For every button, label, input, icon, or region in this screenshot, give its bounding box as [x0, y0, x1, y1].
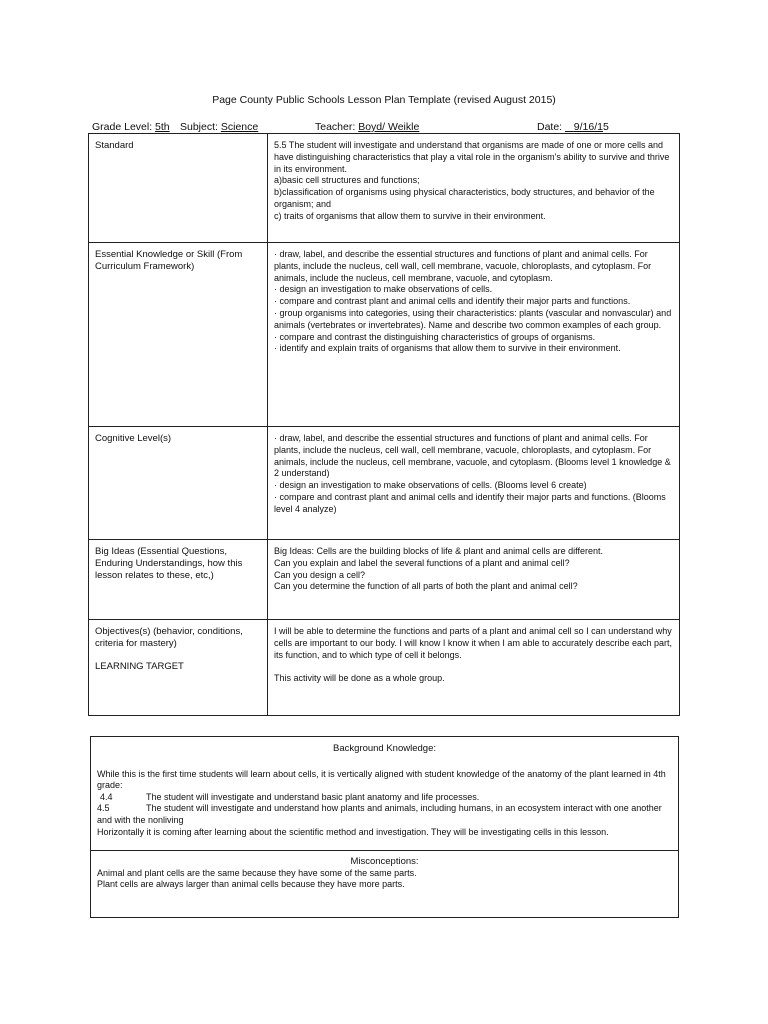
teacher-label: Teacher: — [315, 121, 356, 133]
essential-knowledge-content — [268, 243, 680, 427]
grade-value: 5th — [155, 121, 170, 133]
bullet-line: · compare and contrast plant and animal cells and identify their major parts and functions. (Blooms level 4 analyze) — [274, 491, 666, 514]
standard-number: 4.5 — [97, 803, 110, 814]
row-big-ideas — [89, 540, 680, 620]
background-section — [91, 737, 678, 850]
big-idea-line: Can you design a cell? — [274, 569, 366, 580]
standard-line: a)basic cell structures and functions; — [274, 175, 420, 186]
cognitive-level-label: Cognitive Level(s) — [89, 427, 268, 540]
big-idea-line: Can you determine the function of all parts of both the plant and animal cell? — [274, 581, 578, 592]
grade-field — [92, 121, 170, 133]
objective-note: This activity will be done as a whole group. — [274, 673, 445, 684]
row-cognitive-level — [89, 427, 680, 540]
standard-label: Standard — [89, 134, 268, 243]
background-intro: While this is the first time students will learn about cells, it is vertically aligned with student knowledge of the anatomy of the plant learned in 4th grade: — [97, 768, 666, 791]
row-objectives — [89, 620, 680, 716]
objectives-label-cell — [89, 620, 268, 716]
bullet-line: · compare and contrast the distinguishing characteristics of groups of organisms. — [274, 331, 596, 342]
objectives-label: Objectives(s) (behavior, conditions, criteria for mastery) — [95, 626, 243, 649]
objective-line: I will be able to determine the functions and parts of a plant and animal cell so I can understand why cells are important to our body. I will know I know it when I am able to accurately describe each part, its function, and to which type of cell it belongs. — [274, 626, 673, 660]
background-heading: Background Knowledge: — [333, 743, 436, 754]
big-ideas-content — [268, 540, 680, 620]
subject-field — [180, 121, 258, 133]
cognitive-level-content — [268, 427, 680, 540]
misconceptions-heading: Misconceptions: — [350, 856, 419, 867]
big-idea-line: Can you explain and label the several functions of a plant and animal cell? — [274, 557, 570, 568]
bullet-line: · compare and contrast plant and animal cells and identify their major parts and functions. — [274, 296, 631, 307]
standard-line: 5.5 The student will investigate and understand that organisms are made of one or more cells and have distinguishing characteristics that play a vital role in the organism's ability to survive and thrive in its environment. — [274, 140, 670, 174]
teacher-field — [315, 121, 419, 133]
background-horizontal: Horizontally it is coming after learning about the scientific method and investigation. They will be investigating cells in this lesson. — [97, 826, 609, 837]
bullet-line: · design an investigation to make observations of cells. (Blooms level 6 create) — [274, 480, 587, 491]
objectives-content — [268, 620, 680, 716]
teacher-value: Boyd/ Weikle — [358, 121, 420, 133]
standard-line: b)classification of organisms using physical characteristics, body structures, and behavior of the organism; and — [274, 187, 655, 209]
misconception-item: Animal and plant cells are the same because they have some of the same parts. — [97, 867, 417, 878]
big-idea-line: Big Ideas: Cells are the building blocks of life & plant and animal cells are different. — [274, 546, 604, 556]
standard-text: The student will investigate and understand how plants and animals, including humans, in an ecosystem interact with one another and with the nonliving — [97, 803, 662, 825]
background-box — [90, 736, 679, 918]
background-standard — [97, 792, 672, 804]
date-label: Date: — [537, 121, 563, 133]
date-text: 9/16/15 — [573, 121, 609, 133]
bullet-line: · design an investigation to make observations of cells. — [274, 284, 493, 295]
grade-label: Grade Level: — [92, 121, 153, 133]
learning-target-label: LEARNING TARGET — [95, 661, 184, 672]
lesson-plan-table — [88, 133, 680, 716]
bullet-line: · identify and explain traits of organisms that allow them to survive in their environment. — [274, 343, 621, 354]
subject-label: Subject: — [180, 121, 218, 133]
big-ideas-label: Big Ideas (Essential Questions, Enduring Understandings, how this lesson relates to these, etc,) — [89, 540, 268, 620]
row-standard — [89, 134, 680, 243]
standard-number: 4.4 — [100, 791, 113, 802]
standard-line: c) traits of organisms that allow them to survive in their environment. — [274, 210, 546, 221]
bullet-line: · group organisms into categories, using their characteristics: plants (vascular and nonvascular) and animals (vertebrates or invertebrates). Name and describe two common examples of each group. — [274, 307, 672, 330]
essential-knowledge-label: Essential Knowledge or Skill (From Curriculum Framework) — [89, 243, 268, 427]
background-standard — [97, 803, 672, 826]
date-value — [565, 121, 609, 133]
standard-text: The student will investigate and understand basic plant anatomy and life processes. — [146, 791, 480, 802]
subject-value: Science — [220, 121, 259, 133]
date-field — [537, 121, 609, 133]
bullet-line: · draw, label, and describe the essential structures and functions of plant and animal cells. For plants, include the nucleus, cell wall, cell membrane, vacuole, chloroplasts, and cytoplasm. For animals, include the nucleus, cell membrane, vacuole, and cytoplasm. (Blooms level 1 knowledge & 2 understand) — [274, 433, 671, 479]
misconception-item: Plant cells are always larger than animal cells because they have more parts. — [97, 879, 405, 890]
page-title: Page County Public Schools Lesson Plan Template (revised August 2015) — [212, 94, 556, 106]
bullet-line: · draw, label, and describe the essential structures and functions of plant and animal cells. For plants, include the nucleus, cell wall, cell membrane, vacuole, chloroplasts, and cytoplasm. For animals, include the nucleus, cell membrane, vacuole, and cytoplasm. — [274, 249, 652, 283]
standard-content — [268, 134, 680, 243]
row-essential-knowledge — [89, 243, 680, 427]
misconceptions-section — [91, 851, 678, 891]
